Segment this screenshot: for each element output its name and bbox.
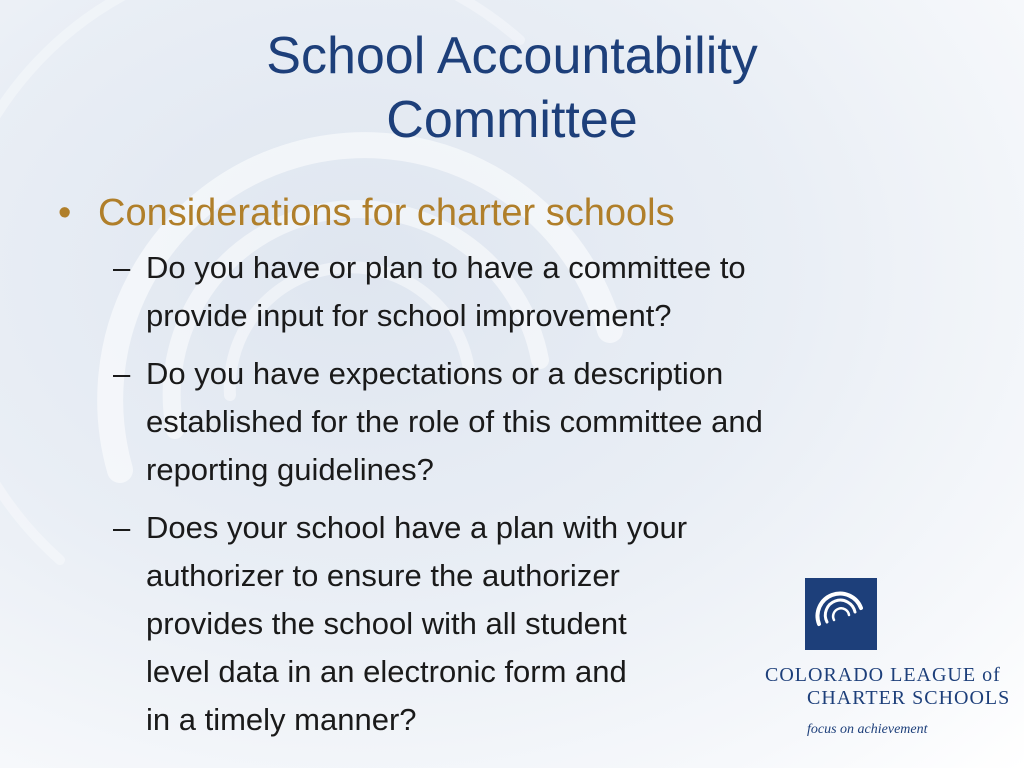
sub-bullet-item: [113, 244, 958, 340]
logo-tagline: focus on achievement: [807, 722, 928, 737]
sub-bullet-text: [146, 350, 946, 494]
bullet-dot-icon: •: [58, 192, 72, 234]
text-line: reporting guidelines?: [146, 452, 434, 487]
dash-icon: –: [113, 250, 131, 285]
dash-icon: –: [113, 510, 131, 545]
swirl-logo-icon: [805, 578, 877, 650]
text-line: established for the role of this committee and: [146, 404, 763, 439]
logo-line-2: CHARTER SCHOOLS: [807, 687, 1011, 709]
bullet-text: Considerations for charter schools: [98, 192, 675, 234]
logo-line-1: COLORADO LEAGUE of: [765, 664, 1001, 686]
logo-wordmark: [755, 664, 1015, 710]
text-line: provide input for school improvement?: [146, 298, 672, 333]
sub-bullet-item: [113, 350, 958, 494]
colorado-league-logo: [745, 572, 1015, 747]
text-line: level data in an electronic form and: [146, 654, 627, 689]
text-line: provides the school with all student: [146, 606, 627, 641]
title-line-1: School Accountability: [266, 27, 758, 85]
text-line: in a timely manner?: [146, 702, 417, 737]
text-line: authorizer to ensure the authorizer: [146, 558, 620, 593]
bullet-item: [58, 188, 958, 238]
text-line: Does your school have a plan with your: [146, 510, 688, 545]
slide-title: [0, 24, 1024, 152]
text-line: Do you have or plan to have a committee to: [146, 250, 746, 285]
text-line: Do you have expectations or a description: [146, 356, 724, 391]
sub-bullet-text: [146, 244, 946, 340]
title-line-2: Committee: [386, 91, 638, 149]
dash-icon: –: [113, 356, 131, 391]
sub-bullet-text: [146, 504, 756, 744]
